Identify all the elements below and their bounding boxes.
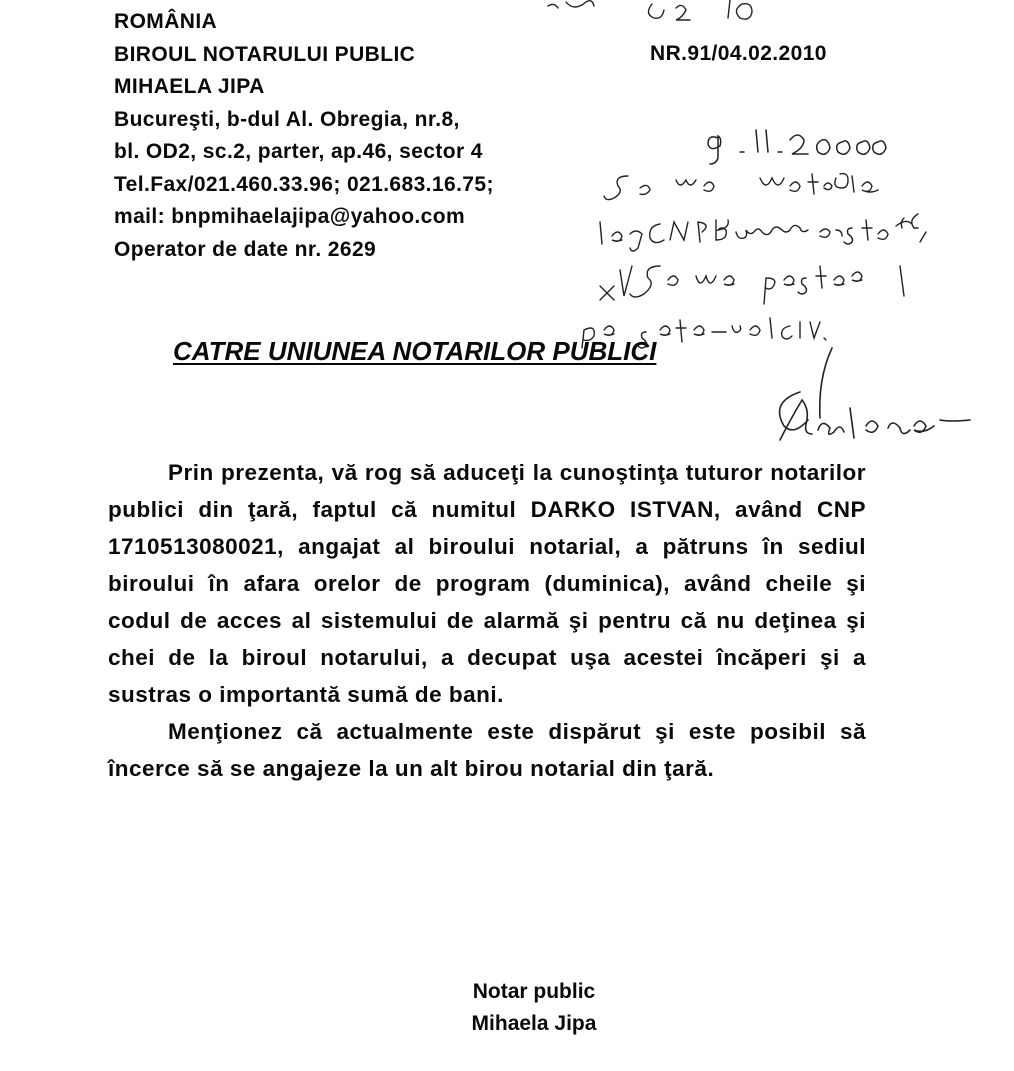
- letterhead-notary-name: MIHAELA JIPA: [114, 75, 265, 98]
- handwritten-note-line-2: [600, 214, 926, 251]
- handwritten-note-line-3: [600, 266, 904, 304]
- signature-title: Notar public: [472, 980, 596, 1003]
- letterhead-country: ROMÂNIA: [114, 10, 218, 33]
- letterhead-email: mail: bnpmihaelajipa@yahoo.com: [114, 205, 466, 228]
- letterhead-office: BIROUL NOTARULUI PUBLIC: [114, 42, 416, 66]
- letterhead-phone-fax: Tel.Fax/021.460.33.96; 021.683.16.75;: [114, 172, 494, 196]
- body-paragraph-2: Menţionez că actualmente este dispărut şi este posibil să încerce să se angajeze la un alt birou notarial din ţară.: [108, 719, 866, 781]
- recipient-heading: CATRE UNIUNEA NOTARILOR PUBLICI: [173, 336, 657, 366]
- handwritten-signature: [780, 348, 970, 440]
- letterhead: [114, 6, 614, 266]
- letterhead-operator-number: Operator de date nr. 2629: [114, 237, 377, 261]
- signature-name: Mihaela Jipa: [471, 1012, 597, 1035]
- signature-block: [444, 976, 624, 1040]
- handwritten-date-scribble: [708, 130, 886, 164]
- letter-body: [108, 454, 866, 787]
- letterhead-address-line-2: bl. OD2, sc.2, parter, ap.46, sector 4: [114, 140, 483, 163]
- reference-number: NR.91/04.02.2010: [650, 42, 827, 65]
- body-paragraph-1: Prin prezenta, vă rog să aduceţi la cunoştinţa tuturor notarilor publici din ţară, faptul că numitul DARKO ISTVAN, având CNP 1710513080021, angajat al biroului notarial, a pătruns în sediul biroului în afara orelor de program (duminica), având cheile şi codul de acces al sistemului de alarmă şi pentru că nu deţinea şi chei de la biroul notarului, a decupat uşa acestei încăperi şi a sustras o importantă sumă de bani.: [108, 460, 866, 707]
- letterhead-address-line-1: Bucureşti, b-dul Al. Obregia, nr.8,: [114, 107, 460, 131]
- handwritten-note-line-1: [604, 174, 878, 200]
